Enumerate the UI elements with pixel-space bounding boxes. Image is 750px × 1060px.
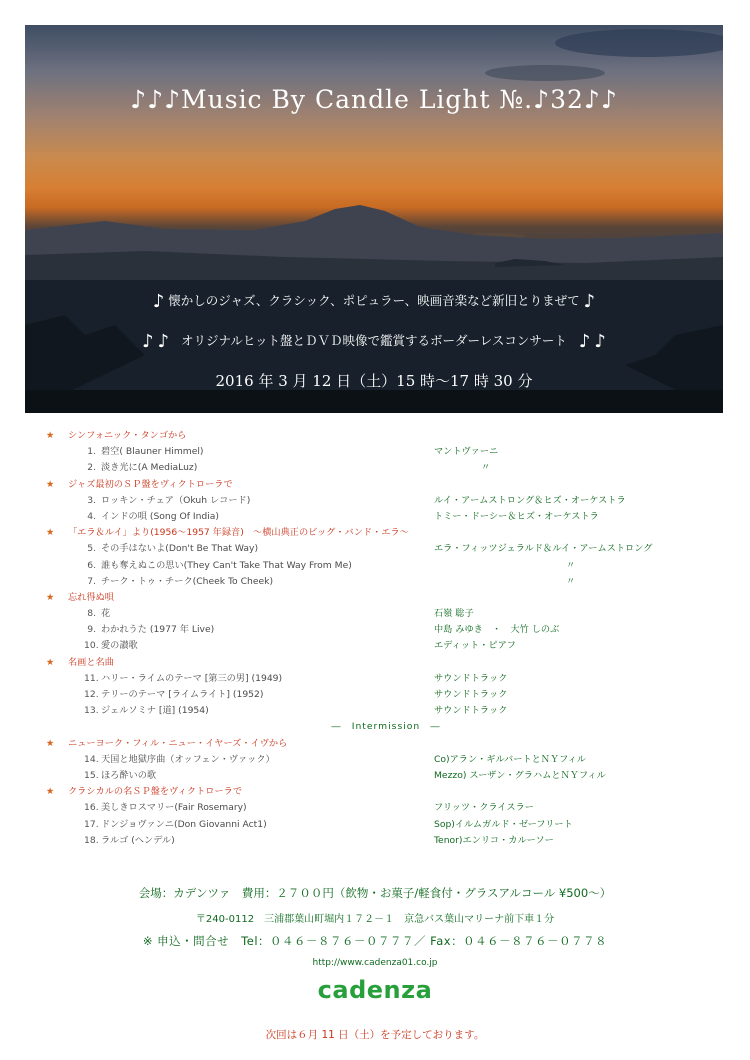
item-number: 2. [87, 462, 96, 474]
star-icon: ★ [46, 591, 55, 603]
section-heading [46, 428, 726, 444]
music-note-icon: ♪ [594, 331, 606, 352]
program-item [46, 817, 726, 833]
song-title: チーク・トゥ・チーク(Cheek To Cheek) [101, 575, 274, 587]
artist-name: ルイ・アームストロング＆ヒズ・オーケストラ [434, 494, 626, 506]
item-number: 13. [84, 705, 99, 717]
song-title: 淡き光に(A MediaLuz) [101, 462, 198, 474]
artist-name: サウンドトラック [434, 705, 508, 717]
song-title: ほろ酔いの歌 [101, 769, 157, 781]
item-number: 8. [87, 608, 96, 620]
song-title: ジェルソミナ [道] (1954) [101, 705, 209, 717]
item-number: 15. [84, 769, 99, 781]
program-item [46, 671, 726, 687]
item-number: 5. [87, 543, 96, 555]
item-number: 6. [87, 559, 96, 571]
song-title: その手はないよ(Don't Be That Way) [101, 543, 259, 555]
music-note-icon: ♪ [583, 291, 596, 312]
contact: ※ 申込・問合せ Tel：０４６－８７６－０７７７／ Fax：０４６－８７６－０７７８ [142, 934, 608, 948]
section-heading [46, 655, 726, 671]
star-icon: ★ [46, 737, 55, 749]
program-item [46, 687, 726, 703]
section-heading [46, 525, 726, 541]
program-item [46, 509, 726, 525]
section-heading [46, 736, 726, 752]
tagline-1 [25, 291, 723, 312]
artist-name: Co)アラン・ギルバートとＮＹフィル [434, 753, 586, 765]
song-title: 美しきロスマリー(Fair Rosemary) [101, 802, 247, 814]
artist-name: フリッツ・クライスラー [434, 802, 534, 814]
item-number: 11. [84, 672, 99, 684]
tagline-2-text: オリジナルヒット盤とＤＶＤ映像で鑑賞するボーダーレスコンサート [181, 333, 567, 348]
item-number: 4. [87, 510, 96, 522]
section-heading [46, 784, 726, 800]
item-number: 14. [84, 753, 99, 765]
section-title: ジャズ最初のＳＰ盤をヴィクトローラで [68, 478, 233, 490]
artist-name: サウンドトラック [434, 689, 508, 700]
song-title: 花 [101, 608, 111, 620]
program-item [46, 800, 726, 816]
artist-name: トミー・ドーシー＆ヒズ・オーケストラ [434, 510, 599, 522]
star-icon: ★ [46, 656, 55, 668]
item-number: 18. [84, 834, 99, 846]
item-number: 1. [87, 446, 96, 458]
section-title: 「エラ＆ルイ」より(1956～1957 年録音) ～横山典正のビッグ・バンド・エラ～ [68, 527, 409, 539]
song-title: テリーのテーマ [ライムライト] (1952) [101, 689, 264, 700]
song-title: ハリー・ライムのテーマ [第三の男] (1949) [101, 672, 283, 684]
venue-fee: 会場：カデンツァ 費用：２７００円（飲物・お菓子/軽食付・グラスアルコール ¥500～） [138, 886, 612, 900]
section-heading [46, 477, 726, 493]
program-item [46, 558, 726, 574]
music-note-icon: ♪ [142, 331, 154, 352]
program-item [46, 768, 726, 784]
program-item [46, 752, 726, 768]
program-item [46, 574, 726, 590]
artist-name: エディット・ピアフ [434, 640, 516, 652]
program-item [46, 833, 726, 849]
song-title: 天国と地獄序曲（オッフェン・ヴァック） [101, 753, 275, 765]
artist-name: 〃 [566, 575, 576, 587]
section-title: クラシカルの名ＳＰ盤をヴィクトローラで [68, 786, 243, 798]
item-number: 10. [84, 640, 99, 652]
artist-name: Tenor)エンリコ・カルーソー [434, 834, 554, 846]
section-title: 名画と名曲 [68, 656, 114, 668]
music-note-icon: ♪ [578, 331, 591, 352]
artist-name: エラ・フィッツジェラルド＆ルイ・アームストロング [434, 543, 653, 555]
section-title: ニューヨーク・フィル・ニュー・イヤーズ・イヴから [68, 737, 288, 749]
song-title: 誰も奪えぬこの思い(They Can't Take That Way From Me) [101, 559, 352, 571]
cadenza-logo: cadenza [317, 976, 433, 1004]
tagline-2 [25, 331, 723, 352]
song-title: ラルゴ (ヘンデル) [101, 834, 175, 846]
artist-name: 石嶺 聡子 [434, 608, 474, 620]
artist-name: 〃 [566, 559, 576, 571]
concert-title: ♪♪♪Music By Candle Light №.♪32♪♪ [130, 85, 618, 114]
artist-name: 中島 みゆき ・ 大竹 しのぶ [434, 624, 560, 636]
program-item [46, 703, 726, 719]
artist-name: マントヴァーニ [434, 446, 499, 458]
song-title: ロッキン・チェア（Okuh レコード) [101, 494, 251, 506]
section-heading [46, 590, 726, 606]
concert-date: 2016 年 3 月 12 日（土）15 時～17 時 30 分 [215, 372, 533, 390]
program-item [46, 493, 726, 509]
program-item [46, 606, 726, 622]
program-item [46, 541, 726, 557]
section-title: 忘れ得ぬ唄 [68, 591, 114, 603]
song-title: 碧空( Blauner Himmel) [101, 446, 204, 458]
song-title: インドの唄 (Song Of India) [101, 510, 219, 522]
tagline-1-text: 懐かしのジャズ、クラシック、ポピュラー、映画音楽など新旧とりまぜて [168, 293, 580, 308]
star-icon: ★ [46, 478, 55, 490]
item-number: 3. [87, 494, 96, 506]
intermission: ― Intermission ― [331, 721, 441, 733]
artist-name: サウンドトラック [434, 672, 508, 684]
music-note-icon: ♪ [152, 291, 165, 312]
song-title: ドンジョヴァンニ(Don Giovanni Act1) [101, 818, 267, 830]
item-number: 16. [84, 802, 99, 814]
item-number: 7. [87, 575, 96, 587]
item-number: 9. [87, 624, 96, 636]
sunset-landscape [25, 25, 723, 413]
program-item [46, 460, 726, 476]
section-title: シンフォニック・タンゴから [68, 430, 187, 441]
song-title: 愛の讃歌 [101, 640, 138, 652]
website-link[interactable]: http://www.cadenza01.co.jp [312, 958, 438, 968]
star-icon: ★ [46, 527, 55, 539]
address: 〒240-0112 三浦郡葉山町堀内１７２－１ 京急バス葉山マリーナ前下車１分 [195, 914, 555, 925]
program-item [46, 444, 726, 460]
star-icon: ★ [46, 786, 55, 798]
song-title: わかれうた (1977 年 Live) [101, 624, 215, 636]
next-event-notice: 次回は６月 11 日（土）を予定しております。 [265, 1029, 485, 1041]
artist-name: 〃 [481, 462, 491, 474]
music-note-icon: ♪ [157, 331, 170, 352]
item-number: 17. [84, 818, 99, 830]
artist-name: Sop)イルムガルド・ゼーフリート [434, 818, 573, 830]
hero-photo [25, 25, 723, 413]
program-item [46, 622, 726, 638]
item-number: 12. [84, 689, 99, 700]
program-list [46, 428, 726, 849]
star-icon: ★ [46, 430, 55, 441]
program-item [46, 638, 726, 654]
artist-name: Mezzo) スーザン・グラハムとＮＹフィル [434, 769, 606, 781]
